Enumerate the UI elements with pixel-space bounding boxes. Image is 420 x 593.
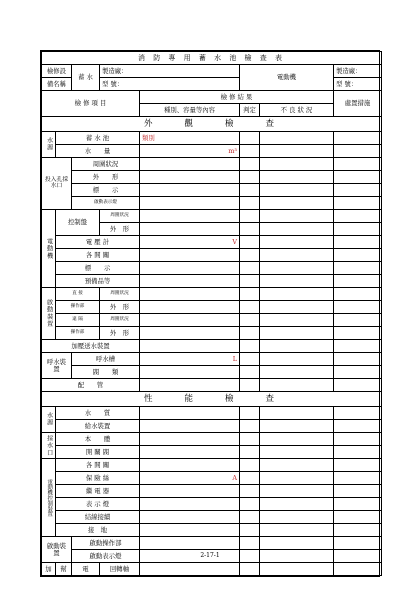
column-defect: 不 良 狀 況 [260,104,334,117]
cell[interactable] [140,511,240,524]
model-field[interactable]: 型 號： [100,78,240,91]
cell[interactable] [260,366,334,379]
cell[interactable] [260,340,334,353]
cell[interactable] [140,223,240,236]
form-title: 消 防 專 用 蓄 水 池 檢 查 表 [42,52,382,65]
cell[interactable] [240,288,260,301]
cell[interactable] [260,288,334,301]
cell[interactable] [140,340,240,353]
cell[interactable] [334,301,382,314]
motor-label: 電動機 [240,65,334,91]
cell[interactable] [334,158,382,171]
cell[interactable] [334,132,382,145]
cell[interactable] [240,459,260,472]
water-volume-label: 水 量 [56,145,140,158]
cell[interactable] [140,314,240,327]
reservoir-label: 蓄 水 池 [56,132,140,145]
cell[interactable] [334,511,382,524]
water-volume-unit[interactable]: m³ [140,145,240,158]
cell[interactable] [260,197,334,210]
supply-device-label: 給水裝置 [56,420,140,433]
cell[interactable] [240,184,260,197]
column-judgment: 判定 [240,104,260,117]
cell[interactable] [240,498,260,511]
cell[interactable] [334,366,382,379]
cell[interactable] [140,249,240,262]
cell[interactable] [334,524,382,537]
cell[interactable] [334,433,382,446]
wiring-label: 結線接續 [56,511,140,524]
cell[interactable] [240,210,260,223]
cell[interactable] [260,498,334,511]
cell[interactable] [140,158,240,171]
motor-model-field[interactable]: 型 號： [334,78,382,91]
cell[interactable] [240,249,260,262]
cell[interactable] [240,537,260,550]
cell[interactable] [260,420,334,433]
cell[interactable] [240,485,260,498]
cell[interactable] [334,563,382,576]
cell[interactable] [334,249,382,262]
cell[interactable] [240,145,260,158]
cell[interactable] [240,171,260,184]
column-type-capacity: 種別、容量等內容 [140,104,240,117]
cell[interactable] [140,524,240,537]
cell[interactable] [260,537,334,550]
cell[interactable] [140,171,240,184]
cell[interactable] [334,184,382,197]
cell[interactable] [260,171,334,184]
cell[interactable] [260,184,334,197]
equipment-name: 蓄 水 [72,65,100,91]
cell[interactable] [334,485,382,498]
cell[interactable] [334,446,382,459]
cell[interactable] [260,275,334,288]
cell[interactable] [260,327,334,340]
cell[interactable] [140,288,240,301]
inlet-group-label: 投入孔採水口 [42,158,72,210]
cell[interactable] [334,379,382,392]
reservoir-type-value[interactable]: 類別 [140,132,240,145]
shape-label-2: 外 形 [100,223,140,236]
intake-group-label: 採水口 [42,433,56,459]
cell[interactable] [334,407,382,420]
suction-tank-unit[interactable]: L [140,353,240,366]
cell[interactable] [240,420,260,433]
cell[interactable] [240,132,260,145]
cell[interactable] [240,446,260,459]
cell[interactable] [260,433,334,446]
rotation-label: 回轉軸 [100,563,140,576]
equipment-label-1: 檢修設 [42,65,72,78]
cell[interactable] [334,498,382,511]
cell[interactable] [240,301,260,314]
direct-op-label: 直 接 [56,288,100,301]
cell[interactable] [240,524,260,537]
cell[interactable] [240,314,260,327]
cell[interactable] [334,145,382,158]
cell[interactable] [334,314,382,327]
cell[interactable] [260,524,334,537]
motor-short-label: 電 [72,563,100,576]
column-item: 檢 修 項 目 [42,91,140,117]
cell[interactable] [140,498,240,511]
cell[interactable] [334,327,382,340]
shape-label-3: 外 形 [100,301,140,314]
cell[interactable] [140,563,240,576]
cell[interactable] [260,446,334,459]
motor-control-group-label: 電動機控制裝置 [42,459,56,537]
perf-start-group-label: 啟動裝置 [42,537,72,563]
pump-label: 幫 [56,563,72,576]
cell[interactable] [334,420,382,433]
cell[interactable] [334,210,382,223]
cell[interactable] [140,366,240,379]
suction-tank-label: 呼水槽 [72,353,140,366]
indicator-label: 表 示 燈 [56,498,140,511]
surroundings-small-label: 周圍狀況 [100,210,140,223]
cell[interactable] [140,485,240,498]
cell[interactable] [240,407,260,420]
cell[interactable] [260,407,334,420]
cell[interactable] [240,327,260,340]
cell[interactable] [260,223,334,236]
relay-label: 繼 電 器 [56,485,140,498]
cell[interactable] [140,446,240,459]
cell[interactable] [240,563,260,576]
water-quality-label: 水 質 [56,407,140,420]
cell[interactable] [334,223,382,236]
cell[interactable] [140,210,240,223]
section-appearance: 外 觀 檢 查 [42,117,382,132]
cell[interactable] [140,301,240,314]
suction-group-label: 呼水裝置 [42,353,72,379]
cell[interactable] [140,407,240,420]
cell[interactable] [240,353,260,366]
column-result: 檢 修 結 果 [140,91,334,104]
column-measure: 處置措施 [334,91,382,117]
valve-label: 開 關 閥 [56,446,140,459]
cell[interactable] [334,459,382,472]
cell[interactable] [260,472,334,485]
cell[interactable] [140,197,240,210]
body-label: 本 體 [56,433,140,446]
perf-switches-label: 各 開 關 [56,459,140,472]
cell[interactable] [140,262,240,275]
pressure-label: 加 [42,563,56,576]
surroundings-label-4: 周圍狀況 [100,314,140,327]
cell[interactable] [240,340,260,353]
cell[interactable] [334,472,382,485]
shape-label-4: 外 形 [100,327,140,340]
inspection-table [41,51,382,576]
valves-label: 閥 類 [72,366,140,379]
cell[interactable] [334,288,382,301]
spare-parts-label: 預備品等 [56,275,140,288]
cell[interactable] [140,420,240,433]
cell[interactable] [140,379,240,392]
cell[interactable] [334,236,382,249]
surroundings-label-3: 周圍狀況 [100,288,140,301]
cell[interactable] [260,314,334,327]
surroundings-label: 周圍狀況 [72,158,140,171]
inspection-form [40,50,380,577]
voltmeter-unit[interactable]: V [140,236,240,249]
equipment-label-2: 備名稱 [42,78,72,91]
motor-manufacturer-field[interactable]: 製造廠： [334,65,382,78]
cell[interactable] [140,459,240,472]
cell[interactable] [240,236,260,249]
cell[interactable] [260,145,334,158]
manufacturer-field[interactable]: 製造廠： [100,65,240,78]
cell[interactable] [140,537,240,550]
cell[interactable] [260,249,334,262]
cell[interactable] [334,340,382,353]
cell[interactable] [140,433,240,446]
cell[interactable] [240,197,260,210]
cell[interactable] [260,210,334,223]
shape-label: 外 形 [72,171,140,184]
water-source-label: 水源 [42,132,56,158]
pressure-pump-label: 加壓送水裝置 [42,340,140,353]
switches-label: 各 開 關 [56,249,140,262]
cell[interactable] [334,353,382,366]
sign-label-2: 標 示 [56,262,140,275]
cell[interactable] [240,433,260,446]
cell[interactable] [140,184,240,197]
cell[interactable] [260,459,334,472]
cell[interactable] [260,262,334,275]
cell[interactable] [240,158,260,171]
cell[interactable] [260,236,334,249]
cell[interactable] [240,366,260,379]
cell[interactable] [240,472,260,485]
cell[interactable] [240,511,260,524]
cell[interactable] [260,563,334,576]
cell[interactable] [260,353,334,366]
remote-op-label: 遠 隔 [56,314,100,327]
ground-label: 接 地 [56,524,140,537]
cell[interactable] [260,301,334,314]
cell[interactable] [334,171,382,184]
fuse-label: 保 險 絲 [56,472,140,485]
op-section-label: 操作部 [56,301,100,314]
cell[interactable] [334,262,382,275]
perf-start-indicator-label: 啟動表示燈 [72,550,140,563]
cell[interactable] [240,379,260,392]
perf-water-source-label: 水源 [42,407,56,433]
cell[interactable] [260,379,334,392]
cell[interactable] [260,511,334,524]
sign-label: 標 示 [72,184,140,197]
voltmeter-label: 電 壓 計 [56,236,140,249]
cell[interactable] [260,158,334,171]
start-op-label: 啟動操作部 [72,537,140,550]
page-number: 2-17-1 [200,552,220,559]
cell[interactable] [334,197,382,210]
fuse-unit[interactable]: A [140,472,240,485]
cell[interactable] [140,275,240,288]
cell[interactable] [140,327,240,340]
cell[interactable] [240,262,260,275]
start-indicator-label: 啟動表示燈 [72,197,140,210]
cell[interactable] [334,537,382,550]
cell[interactable] [240,223,260,236]
cell[interactable] [260,485,334,498]
cell[interactable] [260,132,334,145]
piping-label: 配 管 [42,379,140,392]
motor-group-label: 電動機 [42,210,56,288]
start-group-label: 啟動裝置 [42,288,56,340]
section-performance: 性 能 檢 查 [42,392,382,407]
cell[interactable] [334,275,382,288]
control-panel-label: 控制盤 [56,210,100,236]
op-section-label-2: 操作部 [56,327,100,340]
cell[interactable] [240,275,260,288]
